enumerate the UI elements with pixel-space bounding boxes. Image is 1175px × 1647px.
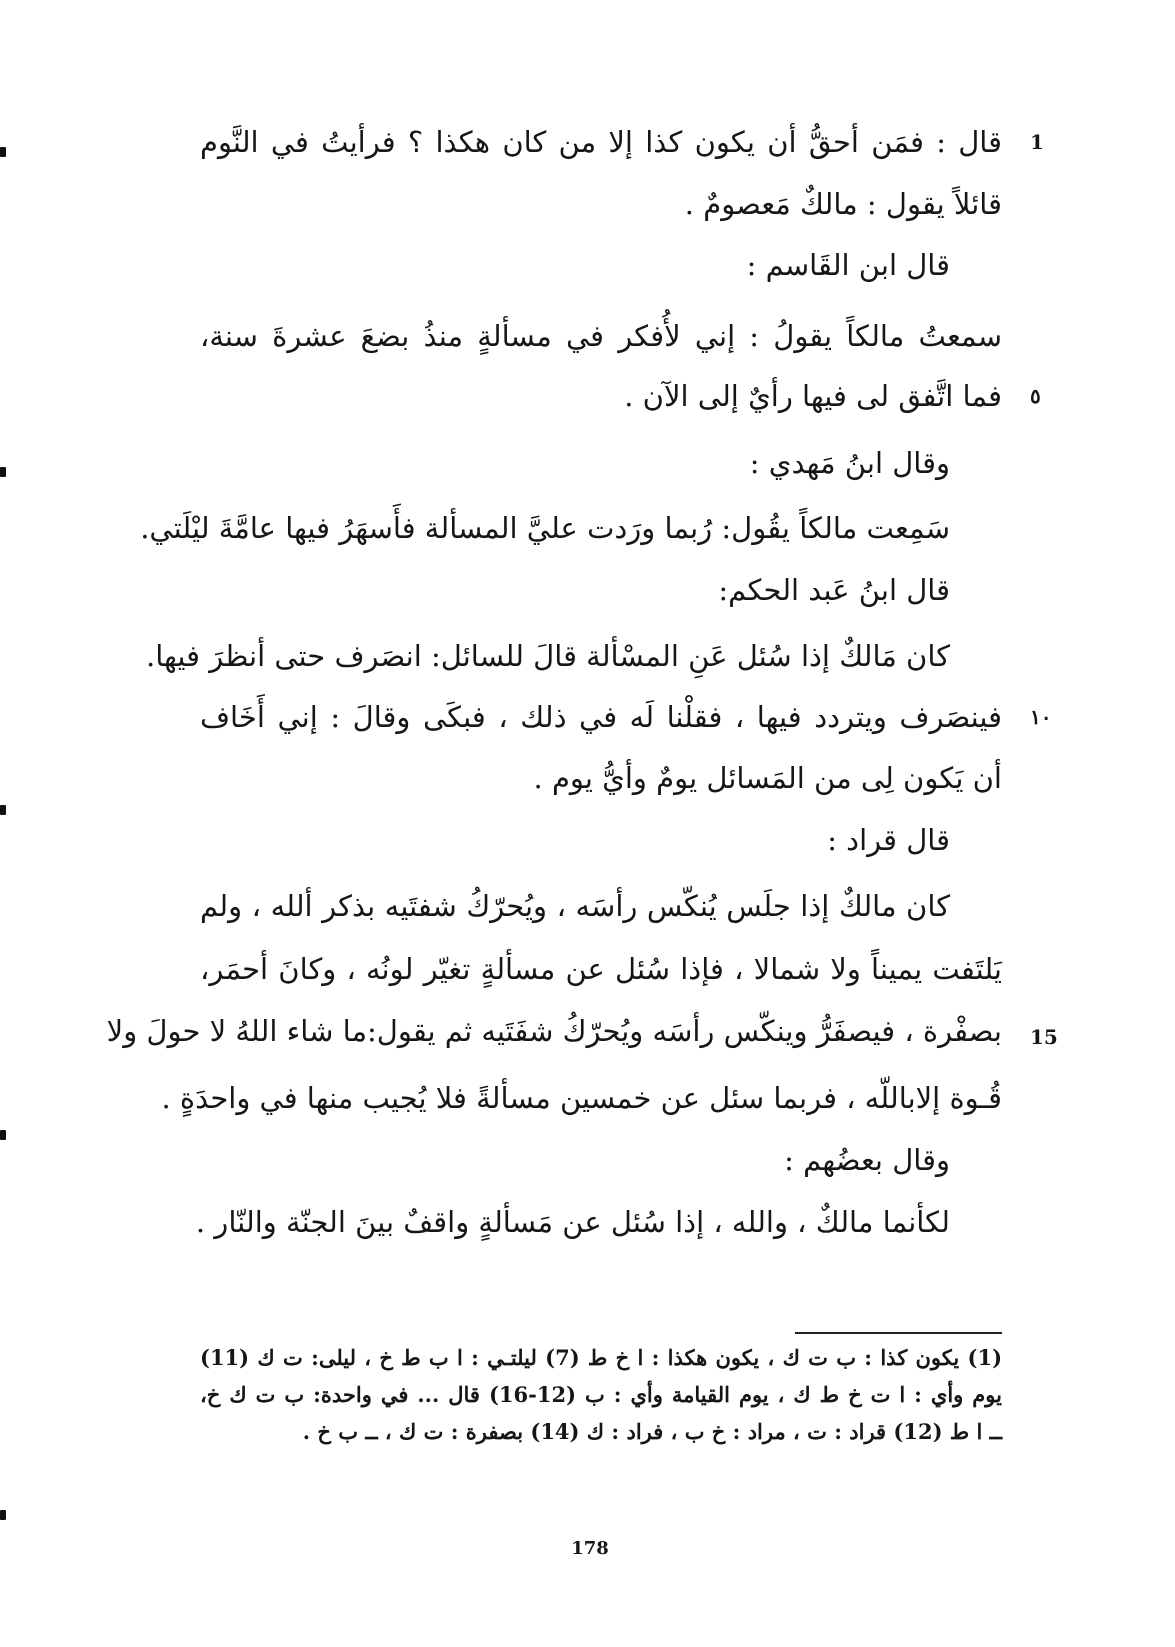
text-line: وقال ابنُ مَهدي :	[749, 446, 950, 480]
line-number: 15	[1030, 1025, 1058, 1049]
text-line: سمعتُ مالكاً يقولُ : إني لأُفكر في مسألةٍ منذُ بضعَ عشرةَ سنة،	[200, 319, 1002, 353]
text-line: كان مالكٌ إذا جلَس يُنكّس رأسَه ، ويُحرّكُ شفتَيه بذكر ألله ، ولم	[200, 889, 950, 923]
text-line: سَمِعت مالكاً يقُول: رُبما ورَدت عليَّ المسألة فأَسهَرُ فيها عامَّةَ ليْلَتي.	[140, 511, 950, 545]
line-number: 1	[1030, 130, 1044, 154]
footnote-divider	[795, 1332, 1002, 1334]
text-line: قال قراد :	[827, 823, 950, 857]
text-line: أن يَكون لِى من المَسائل يومٌ وأيُّ يوم .	[533, 761, 1002, 795]
text-line: قال ابن القَاسم :	[746, 248, 950, 282]
text-line: بصفْرة ، فيصفَرُّ وينكّس رأسَه ويُحرّكُ شفَتَيه ثم يقول:ما شاء اللهُ لا حولَ ولا	[106, 1014, 1002, 1048]
text-line: قائلاً يقول : مالكٌ مَعصومٌ .	[684, 187, 1002, 221]
footnote-line: ــ ا ط (12) قراد : ت ، مراد : خ ب ، فراد : ك (14) بصفرة : ت ك ، ــ ب خ .	[302, 1419, 1002, 1444]
line-number: ٥	[1030, 384, 1041, 408]
text-line: قال ابنُ عَبد الحكم:	[718, 573, 950, 607]
text-line: كان مَالكٌ إذا سُئل عَنِ المسْألة قالَ للسائل: انصَرف حتى أنظرَ فيها.	[145, 639, 950, 673]
scan-edge-mark	[0, 1510, 6, 1520]
page-number: 178	[571, 1538, 609, 1559]
footnote-line: يوم وأي : ا ت خ ط ك ، يوم القيامة وأي : ب (12-16) قال ... في واحدة: ب ت ك خ،	[200, 1382, 1002, 1407]
text-line: يَلتَفت يميناً ولا شمالا ، فإذا سُئل عن مسألةٍ تغيّر لونُه ، وكانَ أحمَر،	[200, 952, 1002, 986]
scan-edge-mark	[0, 1130, 6, 1140]
text-line: وقال بعضُهم :	[784, 1143, 950, 1177]
text-line: فينصَرف ويتردد فيها ، فقلْنا لَه في ذلك ، فبكَى وقالَ : إني أَخَاف	[200, 700, 1002, 734]
text-line: قُـوة إلاباللّه ، فربما سئل عن خمسين مسألةً فلا يُجيب منها في واحدَةٍ .	[161, 1081, 1002, 1115]
scan-edge-mark	[0, 805, 6, 815]
scan-edge-mark	[0, 147, 6, 157]
scan-edge-mark	[0, 467, 6, 477]
text-line: فما اتَّفق لى فيها رأيٌ إلى الآن .	[624, 379, 1002, 413]
text-line: لكأنما مالكٌ ، والله ، إذا سُئل عن مَسألةٍ واقفٌ بينَ الجنّة والنّار .	[195, 1205, 950, 1239]
footnote-line: (1) يكون كذا : ب ت ك ، يكون هكذا : ا خ ط (7) ليلتـي : ا ب ط خ ، ليلى: ت ك (11)	[200, 1345, 1002, 1370]
text-line: قال : فمَن أحقُّ أن يكون كذا إلا من كان هكذا ؟ فرأيتُ في النَّوم	[200, 125, 1002, 159]
line-number: ١٠	[1030, 705, 1052, 729]
